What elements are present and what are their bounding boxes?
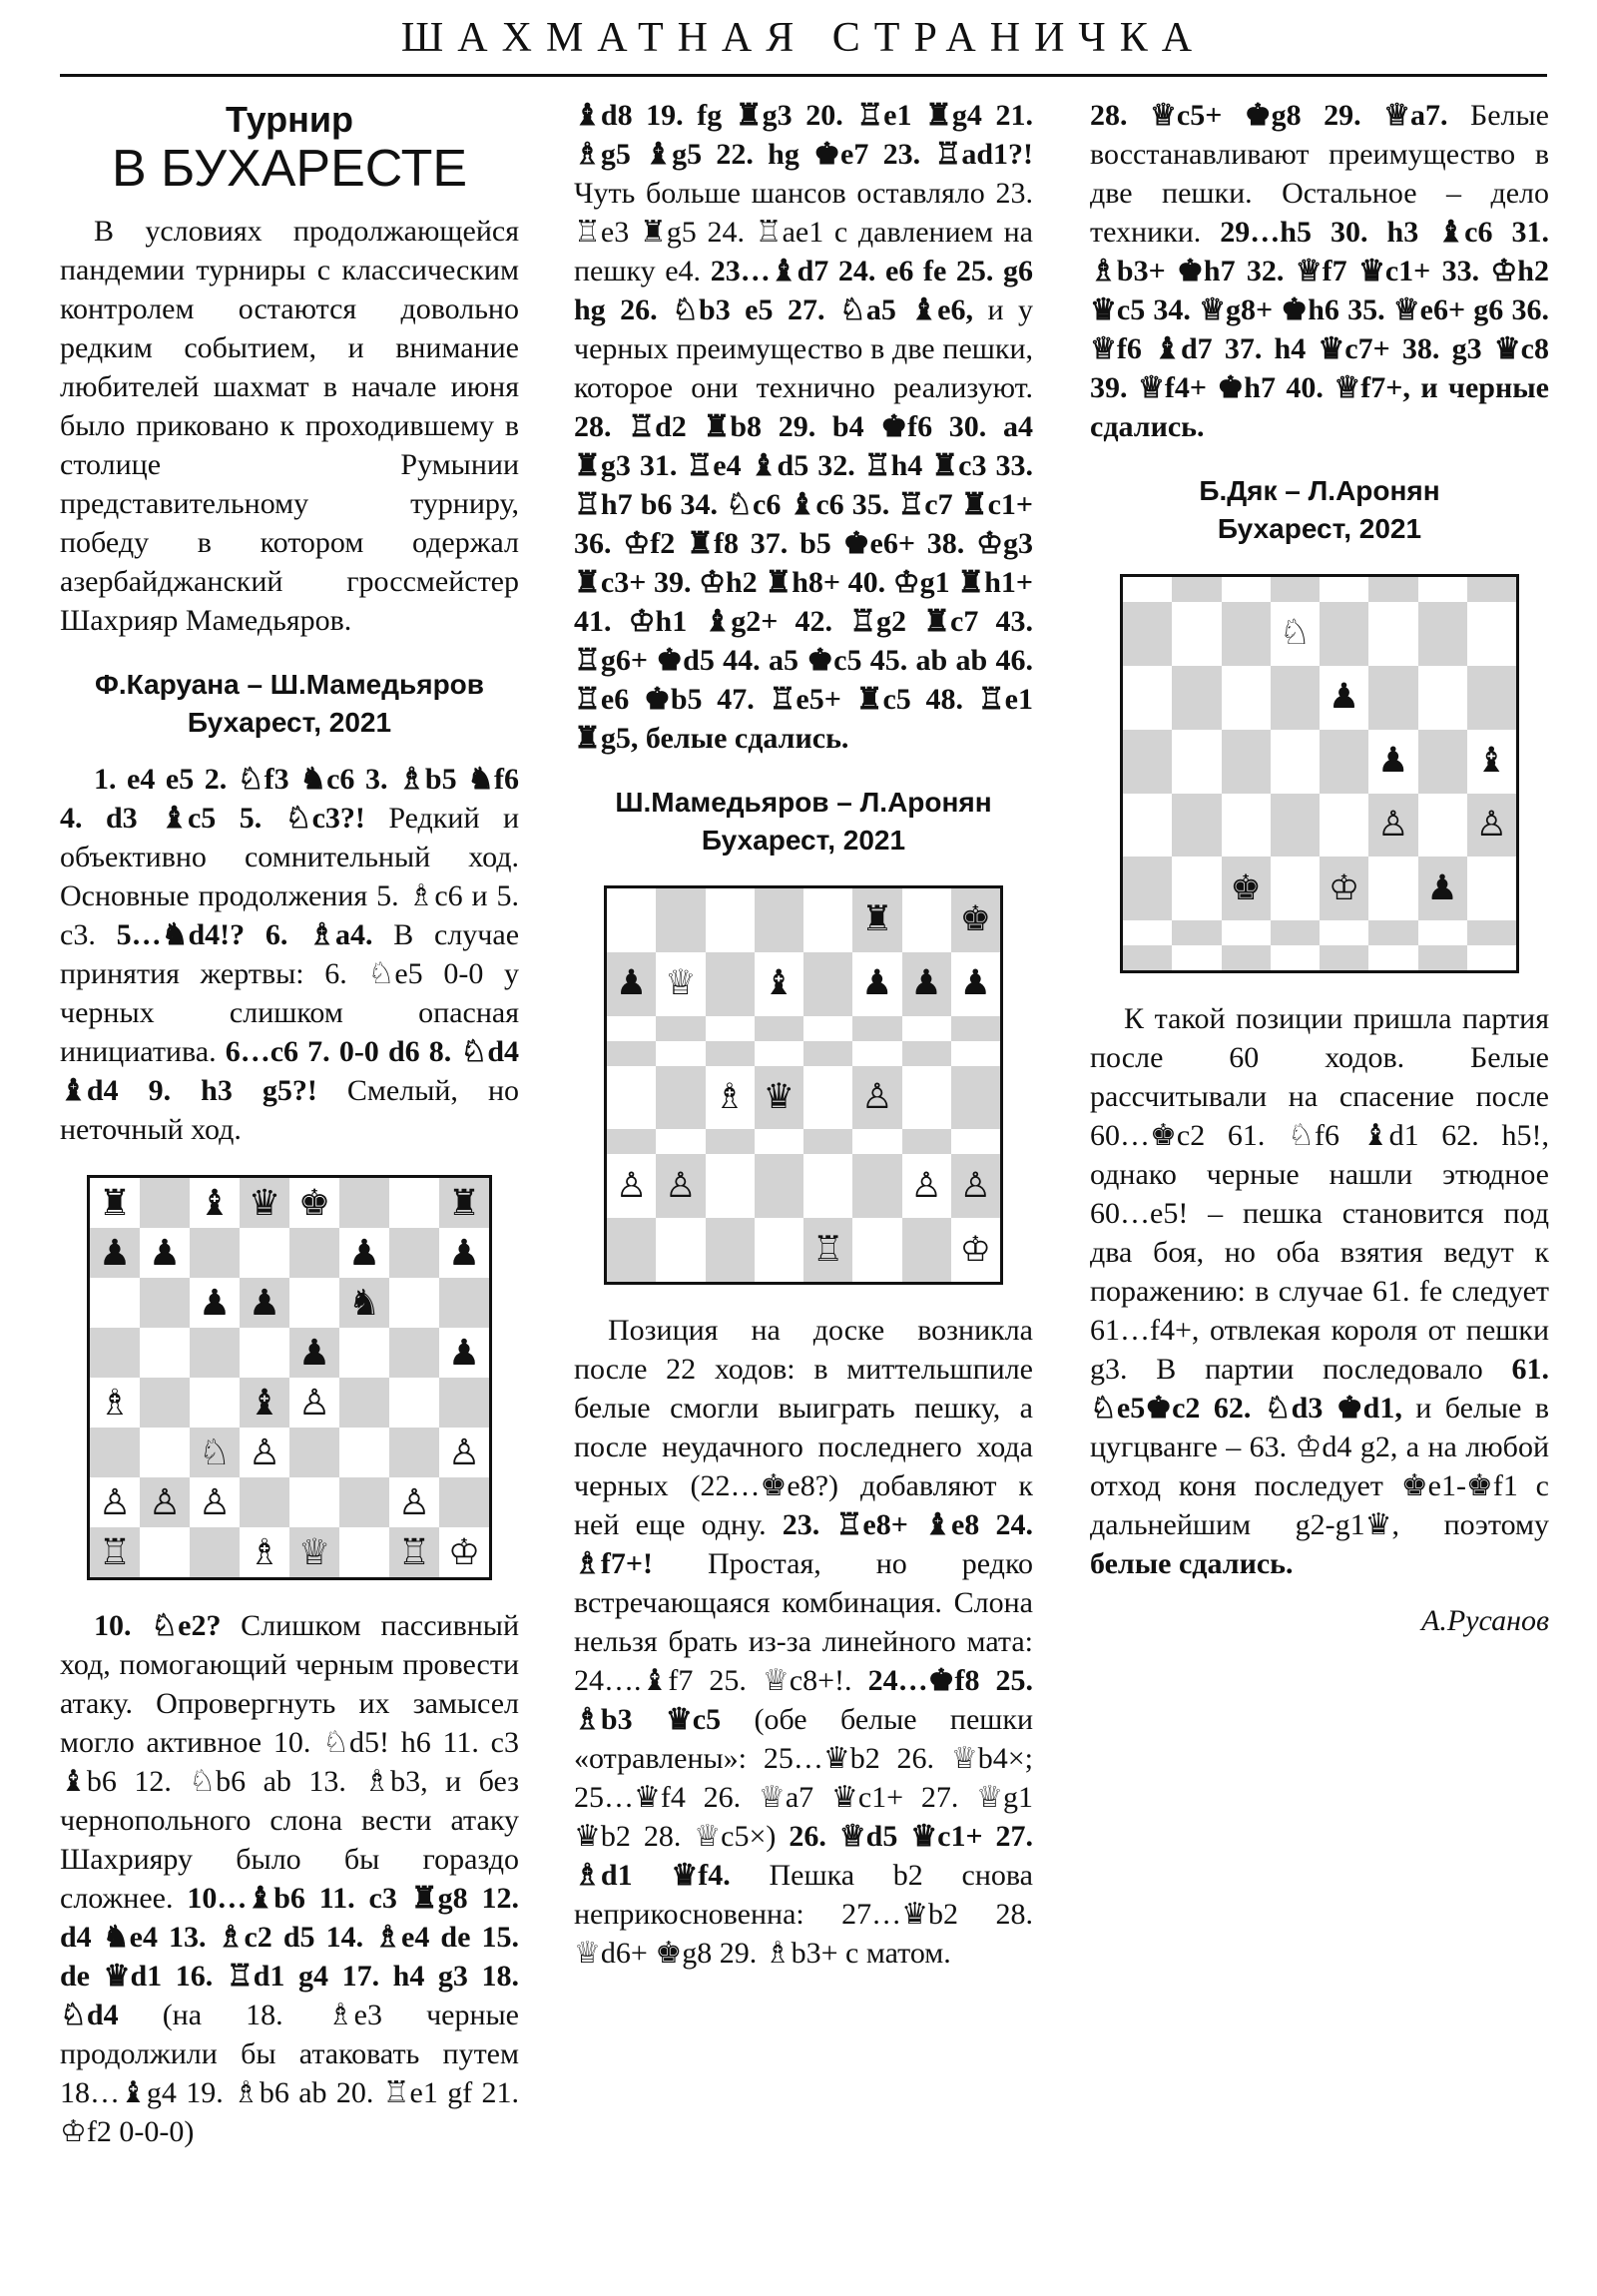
board-square [240, 1328, 289, 1378]
board-square-piece: ♟ [852, 952, 901, 1016]
board-square-piece: ♛ [755, 1066, 803, 1130]
board-square-piece: ♛ [240, 1178, 289, 1228]
board-square-piece: ♟ [240, 1278, 289, 1328]
board-square [1172, 857, 1221, 920]
board-square [439, 1477, 489, 1527]
chess-diagram-1 [87, 1175, 492, 1580]
board-square [1320, 920, 1368, 945]
move-text: 28. ♕c5+ ♚g8 29. ♕a7. [1090, 99, 1448, 132]
move-text: 28. ♖d2 ♜b8 29. b4 ♚f6 30. a4 ♜g3 31. ♖e4 ♝d5 32. ♖h4 ♜c3 33. ♖h7 b6 34. ♘c6 ♝c6 35. ♖c7 ♜c1+ 36. ♔f2 ♜f8 37. b5 ♚e6+ 38. ♔g3 ♜c3+ 39. ♔h2 ♜h8+ 40. ♔g1 ♜h1+ 41. ♔h1 ♝g2+ 42. ♖g2 ♜c7 43. ♖g6+ ♚d5 44. a5 ♚c5 45. ab ab 46. ♖e6 ♚b5 47. ♖e5+ ♜c5 48. ♖e1 ♜g5, белые сдались. [574, 410, 1033, 755]
column-2 [574, 96, 1033, 1973]
board-square [140, 1378, 190, 1428]
board-square-piece: ♜ [439, 1178, 489, 1228]
board-square [656, 1129, 705, 1154]
move-text: 6…c6 7. 0-0 d6 8. ♘d4 ♝d4 9. h3 g5?! [60, 1035, 520, 1107]
board-square [90, 1278, 140, 1328]
board-square [1172, 945, 1221, 970]
board-square-piece: ♚ [1222, 857, 1271, 920]
board-square [1222, 794, 1271, 858]
game3-place: Бухарест, 2021 [1217, 513, 1422, 544]
board-square-piece: ♙ [439, 1428, 489, 1477]
board-square [1418, 577, 1467, 602]
board-square [852, 1218, 901, 1282]
board-square [1320, 794, 1368, 858]
board-square-piece: ♙ [389, 1477, 439, 1527]
article-title-small: Турнир [225, 99, 354, 140]
board-square-piece: ♔ [439, 1527, 489, 1577]
board-square [389, 1278, 439, 1328]
board-square-piece: ♔ [951, 1218, 1000, 1282]
board-square [1418, 920, 1467, 945]
comment-text: Белые восстанавливают преимущество в две пешки. Остальное – дело техники. [1090, 99, 1549, 249]
board-square [706, 888, 755, 952]
board-square-piece: ♟ [951, 952, 1000, 1016]
board-square [190, 1378, 240, 1428]
board-square [140, 1278, 190, 1328]
board-square [951, 1129, 1000, 1154]
board-square [755, 1129, 803, 1154]
move-text: 24…♚f8 25. ♗b3 ♛c5 [574, 1664, 1033, 1736]
comment-text: Пешка b2 снова неприкосновенна: 27…♛b2 28. ♕d6+ ♚g8 29. ♗b3+ с матом. [574, 1859, 1033, 1970]
board-square [1123, 945, 1172, 970]
board-square [1172, 577, 1221, 602]
board-square-piece: ♝ [755, 952, 803, 1016]
game3-players: Б.Дяк – Л.Аронян [1199, 475, 1440, 506]
board-square [339, 1178, 389, 1228]
board-square-piece: ♙ [607, 1154, 656, 1218]
board-square [803, 1016, 852, 1041]
board-square [1123, 602, 1172, 666]
board-square [1172, 602, 1221, 666]
board-square-piece: ♟ [1368, 730, 1417, 794]
chess-diagram-3 [1120, 574, 1519, 973]
board-square [1271, 794, 1320, 858]
comment-text: К такой позиции пришла партия после 60 ходов. Белые рассчитывали на спасение после 60…♚c2 61. ♘f6 ♝d1 62. h5!, однако черные нашли этюдное 60…e5! – пешка становится под два боя, но оба взятия ведут к поражению: в случае 61. fe следует 61…f4+, отвлекая короля от пешки g3. В партии последовало [1090, 1002, 1549, 1386]
board-square [852, 1129, 901, 1154]
board-square [1123, 730, 1172, 794]
board-square-piece: ♟ [439, 1228, 489, 1278]
board-square-piece: ♙ [951, 1154, 1000, 1218]
board-square [289, 1228, 339, 1278]
board-square [1271, 857, 1320, 920]
board-square [1368, 577, 1417, 602]
board-square [706, 1218, 755, 1282]
comment-text: (обе белые пешки «отравлены»: 25…♛b2 26. ♕b4×; 25…♛f4 26. ♕a7 ♛c1+ 27. ♕g1 ♛b2 28. ♕c5×) [574, 1703, 1033, 1853]
board-square-piece: ♞ [339, 1278, 389, 1328]
board-square [706, 1016, 755, 1041]
board-square [1467, 666, 1516, 730]
board-square [902, 1129, 951, 1154]
comment-text: Смелый, но неточный ход. [60, 1074, 519, 1146]
board-square [1222, 577, 1271, 602]
page-header: ШАХМАТНАЯ СТРАНИЧКА [400, 15, 1207, 61]
board-square [607, 1218, 656, 1282]
move-text: 26. ♕d5 ♛c1+ 27. ♗d1 ♛f4. [574, 1820, 1033, 1892]
board-square [803, 1129, 852, 1154]
board-square [339, 1378, 389, 1428]
board-square [803, 1041, 852, 1066]
game2-paragraph-end [1090, 96, 1549, 446]
board-square-piece: ♙ [902, 1154, 951, 1218]
board-square [439, 1378, 489, 1428]
board-square [1320, 730, 1368, 794]
game2-players: Ш.Мамедьяров – Л.Аронян [615, 787, 992, 818]
board-square-piece: ♝ [1467, 730, 1516, 794]
game2-place: Бухарест, 2021 [701, 825, 906, 856]
board-square [1172, 794, 1221, 858]
board-square-piece: ♗ [706, 1066, 755, 1130]
board-square [1222, 602, 1271, 666]
author-signature: А.Русанов [1421, 1604, 1549, 1637]
comment-text: Слишком пассивный ход, помогающий черным провести атаку. Опровергнуть их замысел могло активное 10. ♘d5! h6 11. c3 ♝b6 12. ♘b6 ab 13. ♗b3, и без чернопольного слона вести атаку Шахрияру было бы гораздо сложнее. [60, 1609, 519, 1915]
board-square [389, 1378, 439, 1428]
game1-paragraph-1 [60, 760, 519, 1149]
board-square [656, 1218, 705, 1282]
board-square [1467, 577, 1516, 602]
board-square-piece: ♗ [90, 1378, 140, 1428]
game2-paragraph [574, 1311, 1033, 1973]
board-square [656, 1041, 705, 1066]
game1-place: Бухарест, 2021 [187, 707, 392, 738]
board-square-piece: ♙ [1368, 794, 1417, 858]
move-text: 29…h5 30. h3 ♝c6 31. ♗b3+ ♚h7 32. ♕f7 ♛c1+ 33. ♔h2 ♛c5 34. ♕g8+ ♚h6 35. ♕e6+ g6 36. ♕f6 ♝d7 37. h4 ♛c7+ 38. g3 ♛c8 39. ♕f4+ ♚h7 40. ♕f7+, и черные сдались. [1090, 216, 1549, 443]
board-square-piece: ♟ [1320, 666, 1368, 730]
board-square [90, 1428, 140, 1477]
board-square-piece: ♔ [1320, 857, 1368, 920]
comment-text: Редкий и объективно сомнительный ход. Основные продолжения 5. ♗c6 и 5. c3. [60, 802, 519, 951]
board-square-piece: ♖ [803, 1218, 852, 1282]
board-square [1368, 602, 1417, 666]
board-square [339, 1527, 389, 1577]
board-square-piece: ♜ [90, 1178, 140, 1228]
board-square-piece: ♙ [190, 1477, 240, 1527]
board-square [1271, 920, 1320, 945]
board-square [852, 1016, 901, 1041]
board-square [1271, 577, 1320, 602]
board-square [389, 1178, 439, 1228]
board-square [289, 1278, 339, 1328]
board-square-piece: ♖ [90, 1527, 140, 1577]
board-square [339, 1428, 389, 1477]
board-square [1172, 666, 1221, 730]
board-square [656, 1066, 705, 1130]
board-square-piece: ♝ [240, 1378, 289, 1428]
board-square [90, 1328, 140, 1378]
game1-heading [60, 666, 519, 742]
board-square [607, 1066, 656, 1130]
board-square [803, 952, 852, 1016]
board-square [1467, 857, 1516, 920]
board-square [1172, 730, 1221, 794]
board-square [902, 1016, 951, 1041]
move-text: ♝d8 19. fg ♜g3 20. ♖e1 ♜g4 21. ♗g5 ♝g5 22. hg ♚e7 23. ♖ad1?! [574, 99, 1033, 171]
board-square [389, 1328, 439, 1378]
game2-heading [574, 784, 1033, 860]
board-square [1222, 920, 1271, 945]
board-square-piece: ♙ [240, 1428, 289, 1477]
column-1 [60, 96, 519, 2151]
board-square [190, 1527, 240, 1577]
board-square-piece: ♕ [289, 1527, 339, 1577]
article-title: В БУХАРЕСТЕ [111, 140, 468, 198]
board-square-piece: ♟ [140, 1228, 190, 1278]
board-square [1271, 945, 1320, 970]
board-square [607, 1016, 656, 1041]
board-square [755, 1154, 803, 1218]
board-square [1320, 602, 1368, 666]
board-square [1418, 730, 1467, 794]
board-square [803, 1066, 852, 1130]
board-square-piece: ♟ [190, 1278, 240, 1328]
chess-diagram-2 [604, 885, 1003, 1285]
comment-text: Позиция на доске возникла после 22 ходов: в миттельшпиле белые смогли выиграть пешку, а после неудачного последнего хода черных (22…♚e8?) добавляют к ней еще одну. [574, 1314, 1033, 1541]
board-square [240, 1477, 289, 1527]
board-square [1123, 857, 1172, 920]
board-square [755, 1041, 803, 1066]
board-square [190, 1228, 240, 1278]
board-square [1467, 920, 1516, 945]
board-square [803, 888, 852, 952]
board-square [656, 1016, 705, 1041]
board-square [755, 1016, 803, 1041]
board-square [755, 888, 803, 952]
move-text: 5…♞d4!? 6. ♗a4. [116, 918, 373, 951]
board-square [1368, 920, 1417, 945]
board-square [1368, 666, 1417, 730]
board-square-piece: ♙ [852, 1066, 901, 1130]
board-square [140, 1178, 190, 1228]
board-square-piece: ♜ [852, 888, 901, 952]
board-square [289, 1428, 339, 1477]
board-square-piece: ♙ [140, 1477, 190, 1527]
board-square [1418, 602, 1467, 666]
comment-text: Чуть больше шансов оставляло 23. ♖e3 ♜g5 24. ♖ae1 с давлением на пешку e4. [574, 177, 1033, 287]
board-square [1222, 945, 1271, 970]
board-square-piece: ♙ [1467, 794, 1516, 858]
board-square [706, 952, 755, 1016]
board-square [902, 1066, 951, 1130]
board-square [1467, 602, 1516, 666]
board-square-piece: ♟ [289, 1328, 339, 1378]
board-square-piece: ♟ [439, 1328, 489, 1378]
board-square [852, 1154, 901, 1218]
comment-text: (на 18. ♗e3 черные продолжили бы атаковать путем 18…♝g4 19. ♗b6 ab 20. ♖e1 gf 21. ♔f2 0-0-0) [60, 1999, 519, 2148]
board-square-piece: ♟ [1418, 857, 1467, 920]
board-square [755, 1218, 803, 1282]
intro-paragraph: В условиях продолжающейся пандемии турниры с классическим контролем остаются довольно редким событием, и внимание любителей шахмат в начале июня было приковано к проходившему в столице Румынии представительному турниру, победу в котором одержал азербайджанский гроссмейстер Шахрияр Мамедьяров. [60, 215, 519, 637]
board-square [607, 888, 656, 952]
board-square [1368, 945, 1417, 970]
board-square [1418, 945, 1467, 970]
move-text: 10. ♘e2? [94, 1609, 222, 1642]
board-square [1123, 666, 1172, 730]
board-square-piece: ♟ [607, 952, 656, 1016]
board-square [902, 888, 951, 952]
board-square-piece: ♕ [656, 952, 705, 1016]
move-text: 23. ♖e8+ ♝e8 24. ♗f7+! [574, 1508, 1033, 1580]
board-square [1271, 730, 1320, 794]
board-square [706, 1154, 755, 1218]
board-square [140, 1328, 190, 1378]
board-square [1467, 945, 1516, 970]
board-square [240, 1228, 289, 1278]
game1-players: Ф.Каруана – Ш.Мамедьяров [95, 669, 484, 700]
board-square-piece: ♚ [951, 888, 1000, 952]
game1-paragraph-3 [574, 96, 1033, 758]
board-square [1320, 577, 1368, 602]
board-square-piece: ♘ [1271, 602, 1320, 666]
board-square [1123, 794, 1172, 858]
board-square [852, 1041, 901, 1066]
board-square-piece: ♘ [190, 1428, 240, 1477]
board-square [439, 1278, 489, 1328]
board-square [1320, 945, 1368, 970]
move-text: 23…♝d7 24. e6 fe 25. g6 hg 26. ♘b3 e5 27. ♘a5 ♝e6, [574, 255, 1034, 326]
board-square [951, 1016, 1000, 1041]
comment-text: В случае принятия жертвы: 6. ♘e5 0-0 у черных слишком опасная инициатива. [60, 918, 520, 1068]
board-square-piece: ♟ [90, 1228, 140, 1278]
board-square [1123, 920, 1172, 945]
board-square [607, 1041, 656, 1066]
board-square [389, 1428, 439, 1477]
board-square [1418, 794, 1467, 858]
board-square [656, 888, 705, 952]
board-square [706, 1129, 755, 1154]
comment-text: Простая, но редко встречающаяся комбинация. Слона нельзя брать из-за линейного мата: 24….♝f7 25. ♕c8+!. [574, 1547, 1033, 1697]
board-square [1172, 920, 1221, 945]
board-square [339, 1328, 389, 1378]
game3-heading [1090, 472, 1549, 548]
board-square-piece: ♟ [339, 1228, 389, 1278]
comment-text: и у черных преимущество в две пешки, которое они технично реализуют. [574, 293, 1033, 404]
comment-text: и белые в цугцванге – 63. ♔d4 g2, а на любой отход коня последует ♚e1-♚f1 с дальнейшим g2-g1♛, поэтому [1090, 1392, 1549, 1541]
board-square [1123, 577, 1172, 602]
board-square [1222, 730, 1271, 794]
header-rule [60, 74, 1547, 77]
board-square [339, 1477, 389, 1527]
board-square [140, 1428, 190, 1477]
board-square-piece: ♝ [190, 1178, 240, 1228]
board-square [706, 1041, 755, 1066]
move-text: 1. e4 e5 2. ♘f3 ♞c6 3. ♗b5 ♞f6 4. d3 ♝c5 5. ♘c3?! [60, 763, 519, 835]
move-text: 61. ♘e5♚c2 62. ♘d3 ♚d1, [1090, 1353, 1549, 1425]
move-text: белые сдались. [1090, 1547, 1294, 1580]
column-3 [1090, 96, 1549, 1640]
board-square [289, 1477, 339, 1527]
board-square-piece: ♗ [240, 1527, 289, 1577]
board-square [607, 1129, 656, 1154]
board-square [389, 1228, 439, 1278]
board-square [803, 1154, 852, 1218]
board-square [902, 1218, 951, 1282]
board-square-piece: ♖ [389, 1527, 439, 1577]
board-square [951, 1041, 1000, 1066]
move-text: 10…♝b6 11. c3 ♜g8 12. d4 ♞e4 13. ♗c2 d5 14. ♗e4 de 15. de ♛d1 16. ♖d1 g4 17. h4 g3 18. ♘d4 [60, 1882, 520, 2031]
board-square [190, 1328, 240, 1378]
board-square [1271, 666, 1320, 730]
game3-paragraph [1090, 999, 1549, 1583]
board-square-piece: ♟ [902, 952, 951, 1016]
board-square [951, 1066, 1000, 1130]
board-square-piece: ♙ [289, 1378, 339, 1428]
board-square-piece: ♙ [656, 1154, 705, 1218]
board-square [1418, 666, 1467, 730]
board-square-piece: ♚ [289, 1178, 339, 1228]
board-square-piece: ♙ [90, 1477, 140, 1527]
board-square [1222, 666, 1271, 730]
game1-paragraph-2 [60, 1606, 519, 2151]
board-square [1368, 857, 1417, 920]
board-square [902, 1041, 951, 1066]
board-square [140, 1527, 190, 1577]
